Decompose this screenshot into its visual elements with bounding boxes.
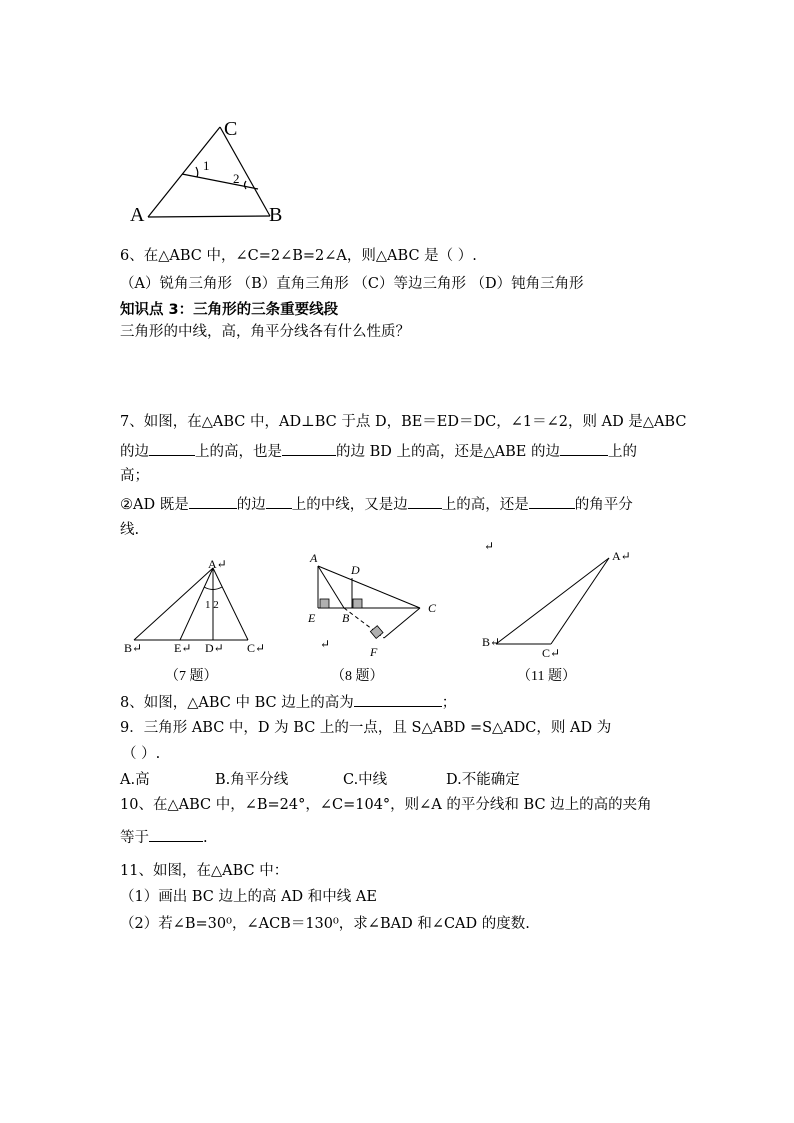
- fig8-label-d: D: [351, 563, 360, 577]
- q7-line5: 线.: [120, 522, 140, 538]
- fig-top-angle-1: 1: [203, 158, 210, 173]
- q7-text: 上的: [607, 444, 637, 460]
- q9-option-d: D.不能确定: [446, 772, 520, 788]
- fig7-label-e: E↵: [174, 641, 192, 655]
- q8-text: 8、如图，△ABC 中 BC 边上的高为: [120, 695, 354, 711]
- fig7-caption: （7 题）: [165, 669, 218, 684]
- q10-blank[interactable]: [149, 826, 203, 842]
- q6-options: （A）锐角三角形 （B）直角三角形 （C）等边三角形 （D）钝角三角形: [120, 276, 584, 292]
- fig7-label-a: A↵: [208, 557, 227, 571]
- fig8-label-e: E: [308, 611, 316, 625]
- q7-text: 上的高，还是: [441, 497, 529, 513]
- q8-end: ；: [441, 695, 457, 711]
- q7-text: ②AD 既是: [120, 497, 189, 513]
- q6-stem: 6、在△ABC 中，∠C=2∠B=2∠A，则△ABC 是（ ）.: [120, 248, 477, 264]
- q10-line1: 10、在△ABC 中，∠B=24°，∠C=104°，则∠A 的平分线和 BC 边上的高的夹角: [120, 797, 652, 813]
- fig-top-label-a: A: [130, 204, 145, 226]
- fig7-label-b: B↵: [124, 641, 143, 655]
- fig8-label-b: B: [342, 611, 350, 625]
- q7-text: 的边: [236, 497, 266, 513]
- q9-stem: 9．三角形 ABC 中，D 为 BC 上的一点，且 S△ABD =S△ADC，则 AD 为: [120, 720, 612, 736]
- fig11-return-mark: ↵: [484, 539, 495, 553]
- q8-blank[interactable]: [354, 691, 442, 707]
- fig7-angle-labels: 1 2: [205, 599, 219, 611]
- figure-8: [318, 566, 420, 638]
- fig-top-label-b: B: [269, 204, 283, 226]
- q7-text: 的边: [120, 444, 149, 460]
- q11-line3: （2）若∠B=30⁰，∠ACB＝130⁰，求∠BAD 和∠CAD 的度数.: [120, 916, 530, 932]
- fig11-caption: （11 题）: [517, 669, 576, 684]
- q7-text: 上的高，也是: [195, 444, 282, 460]
- fig8-return-mark: ↵: [320, 637, 331, 651]
- fig8-label-f: F: [370, 645, 378, 659]
- q11-line1: 11、如图，在△ABC 中：: [120, 863, 289, 879]
- fig8-label-c: C: [428, 601, 437, 615]
- fig-top-angle-2: 2: [233, 171, 240, 186]
- kp3-question: 三角形的中线，高，角平分线各有什么性质？: [120, 324, 410, 340]
- fig11-label-c: C↵: [542, 646, 561, 660]
- q11-line2: （1）画出 BC 边上的高 AD 和中线 AE: [120, 889, 377, 905]
- fig11-label-a: A↵: [612, 549, 631, 563]
- q10-text: 等于: [120, 830, 149, 846]
- kp3-title: 知识点 3：三角形的三条重要线段: [120, 302, 339, 318]
- fig8-caption: （8 题）: [331, 669, 384, 684]
- figure-7: [134, 568, 248, 640]
- q10-end: .: [203, 830, 208, 846]
- q7-text: 的角平分: [574, 497, 633, 513]
- q7-line3: 高；: [120, 468, 149, 484]
- fig7-label-d: D↵: [205, 641, 224, 655]
- fig7-label-c: C↵: [247, 641, 266, 655]
- fig11-label-b: B↵: [482, 635, 501, 649]
- q8-line: [120, 691, 456, 713]
- q7-line1: 7、如图，在△ABC 中，AD⊥BC 于点 D，BE＝ED＝DC，∠1＝∠2，则 AD 是△ABC: [120, 414, 687, 430]
- fig-top-label-c: C: [224, 118, 238, 140]
- figure-11: [496, 558, 609, 644]
- q9-option-c: C.中线: [343, 772, 388, 788]
- q9-paren: （ ）.: [122, 746, 161, 762]
- q7-text: 上的中线，又是边: [291, 497, 408, 513]
- q7-text: 的边 BD 上的高，还是△ABE 的边: [336, 444, 560, 460]
- q9-option-a: A.高: [120, 772, 150, 788]
- q10-line2: [120, 826, 208, 848]
- q9-option-b: B.角平分线: [215, 772, 289, 788]
- fig8-label-a: A: [310, 551, 318, 565]
